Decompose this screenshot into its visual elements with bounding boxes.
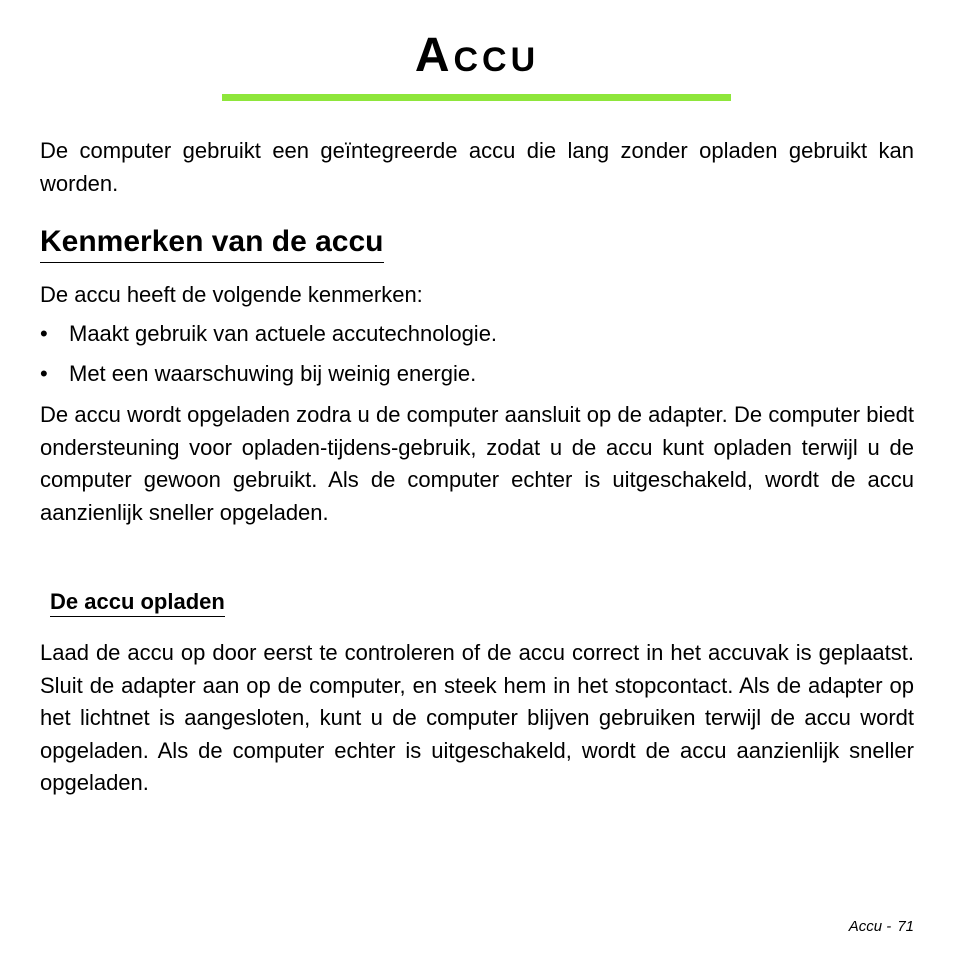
- bullet-glyph: •: [40, 321, 48, 346]
- subsection-paragraph: Laad de accu op door eerst te controleren of de accu correct in het accuvak is geplaatst. Sluit de adapter aan op de computer, en steek hem in het stopcontact. Als de adapter op het lichtnet is aangesloten, kunt u de computer blijven gebruiken terwijl de accu wordt opgeladen. Als de computer echter is uitgeschakeld, wordt de accu aanzienlijk sneller opgeladen.: [40, 640, 914, 795]
- list-item-text: Met een waarschuwing bij weinig energie.: [69, 361, 477, 386]
- bullet-glyph: •: [40, 361, 48, 386]
- subsection-heading: De accu opladen: [50, 587, 225, 617]
- section-paragraph: De accu wordt opgeladen zodra u de computer aansluit op de adapter. De computer biedt ondersteuning voor opladen-tijdens-gebruik, zodat u de accu kunt opladen terwijl u de computer gewoon gebruikt. Als de computer echter is uitgeschakeld, wordt de accu aanzienlijk sneller opgeladen.: [40, 402, 914, 525]
- title-underline-rule: [222, 94, 731, 101]
- page-title: Accu: [414, 29, 540, 82]
- feature-list: [40, 318, 914, 398]
- intro-paragraph: De computer gebruikt een geïntegreerde accu die lang zonder opladen gebruikt kan worden.: [40, 138, 914, 196]
- page-number: 71: [897, 918, 914, 935]
- list-item: [40, 358, 914, 390]
- footer-section-label: Accu -: [848, 918, 892, 935]
- page-footer: [849, 917, 914, 937]
- section-heading: Kenmerken van de accu: [40, 222, 384, 263]
- list-item-text: Maakt gebruik van actuele accutechnologie.: [69, 321, 498, 346]
- section-lead: De accu heeft de volgende kenmerken:: [40, 282, 423, 307]
- list-item: [40, 318, 914, 350]
